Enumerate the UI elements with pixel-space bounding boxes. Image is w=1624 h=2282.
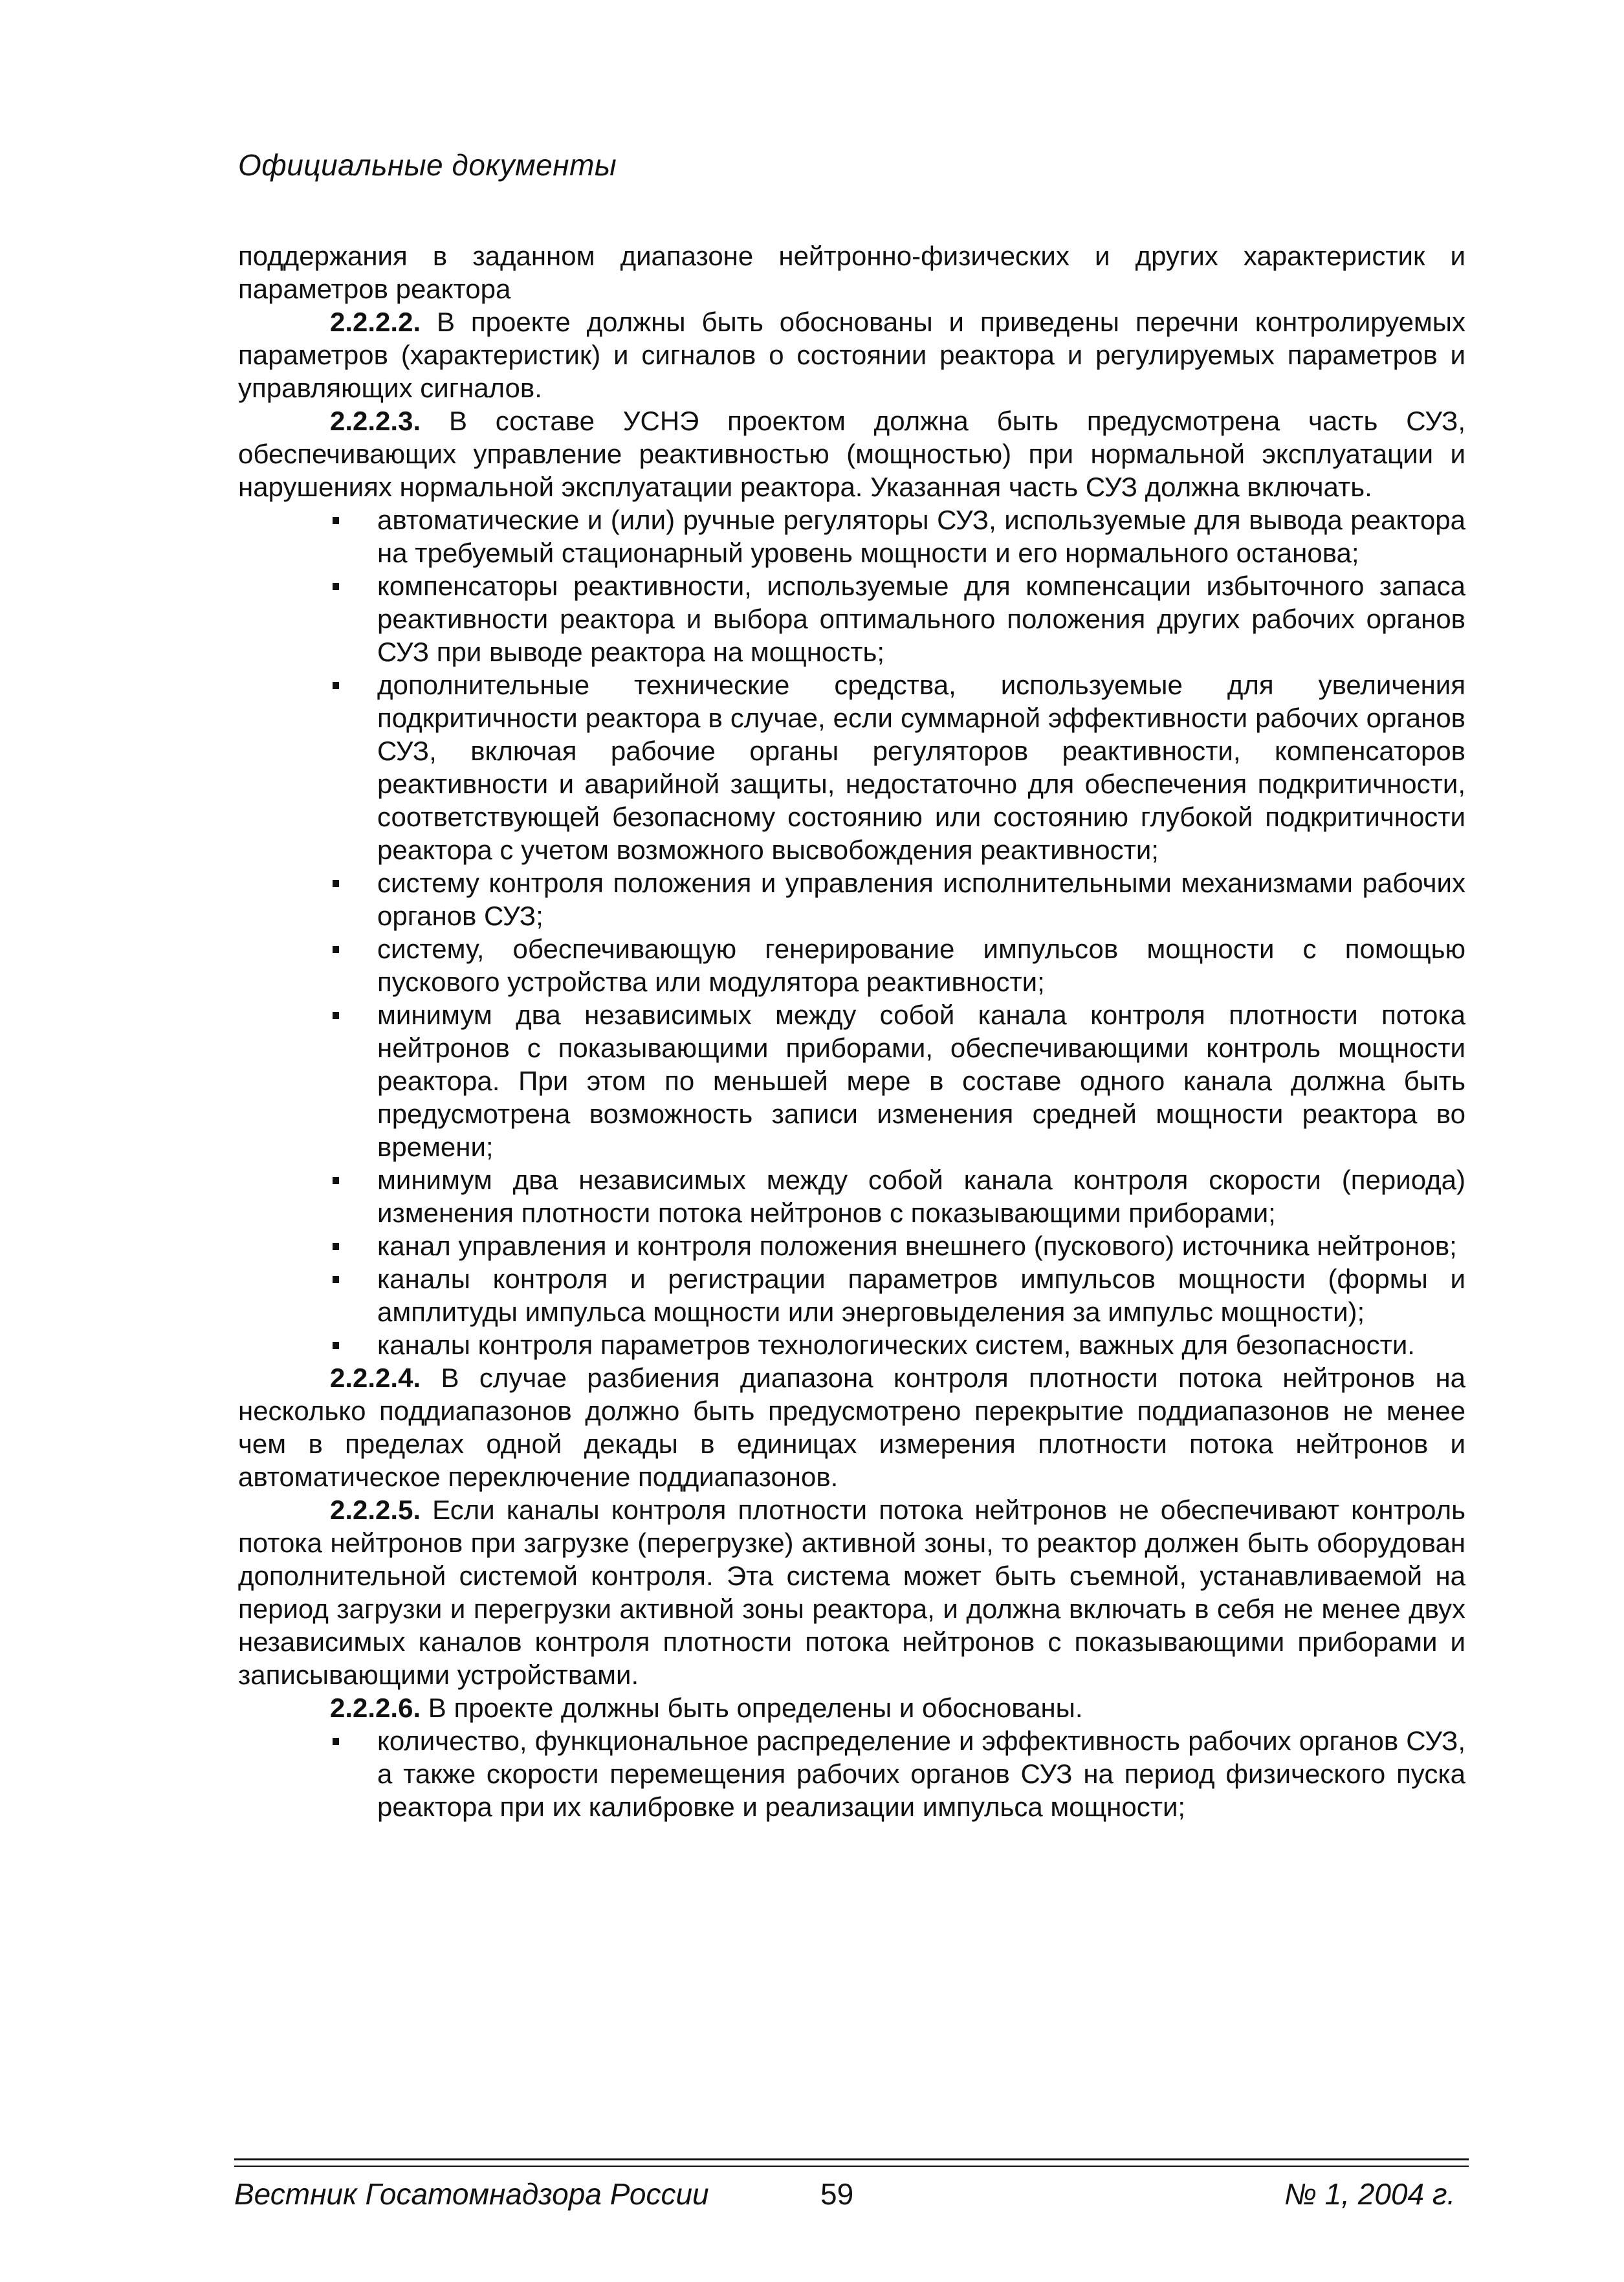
paragraph-2-2-2-5 — [238, 1493, 1465, 1691]
paragraph-2-2-2-3 — [238, 404, 1465, 503]
paragraph-continued: поддержания в заданном диапазоне нейтронно-физических и других характеристик и параметров реактора — [238, 241, 1465, 304]
paragraph-2-2-2-2 — [238, 305, 1465, 404]
clause-text: В случае разбиения диапазона контроля плотности потока нейтронов на несколько поддиапазонов должно быть предусмотрено перекрытие поддиапазонов не менее чем в пределах одной декады в единицах измерения плотности потока нейтронов и автоматическое переключение поддиапазонов. — [238, 1363, 1465, 1492]
list-item: систему, обеспечивающую генерирование импульсов мощности с помощью пускового устройства или модулятора реактивности; — [377, 934, 1465, 997]
clause-number: 2.2.2.2. — [330, 307, 421, 337]
page-header-title: Официальные документы — [238, 148, 617, 182]
list-item: минимум два независимых между собой канала контроля плотности потока нейтронов с показывающими приборами, обеспечивающими контроль мощности реактора. При этом по меньшей мере в составе одного канала должна быть предусмотрена возможность записи изменения средней мощности реактора во времени; — [377, 1000, 1465, 1162]
document-body — [238, 239, 1465, 1823]
list-item: систему контроля положения и управления исполнительными механизмами рабочих органов СУЗ; — [377, 868, 1465, 931]
clause-number: 2.2.2.4. — [330, 1363, 421, 1393]
bullet-list-project-requirements — [238, 1724, 1465, 1823]
bullet-list-suz-components — [238, 503, 1465, 1361]
footer-issue: № 1, 2004 г. — [1284, 2177, 1456, 2211]
footer-rule-thin — [234, 2166, 1469, 2167]
footer-rule-thick — [234, 2158, 1469, 2160]
clause-text: В составе УСНЭ проектом должна быть предусмотрена часть СУЗ, обеспечивающих управление реактивностью (мощностью) при нормальной эксплуатации и нарушениях нормальной эксплуатации реактора. Указанная часть СУЗ должна включать. — [238, 406, 1465, 502]
list-item: дополнительные технические средства, используемые для увеличения подкритичности реактора в случае, если суммарной эффективности рабочих органов СУЗ, включая рабочие органы регуляторов реактивности, компенсаторов реактивности и аварийной защиты, недостаточно для обеспечения подкритичности, соответствующей безопасному состоянию или состоянию глубокой подкритичности реактора с учетом возможного высвобождения реактивности; — [377, 670, 1465, 865]
footer-journal-name: Вестник Госатомнадзора России — [234, 2177, 709, 2211]
list-item: компенсаторы реактивности, используемые для компенсации избыточного запаса реактивности реактора и выбора оптимального положения других рабочих органов СУЗ при выводе реактора на мощность; — [377, 571, 1465, 667]
list-item: количество, функциональное распределение и эффективность рабочих органов СУЗ, а также скорости перемещения рабочих органов СУЗ на период физического пуска реактора при их калибровке и реализации импульса мощности; — [377, 1726, 1465, 1822]
list-item: канал управления и контроля положения внешнего (пускового) источника нейтронов; — [377, 1229, 1465, 1262]
paragraph-2-2-2-4 — [238, 1361, 1465, 1493]
clause-text: В проекте должны быть обоснованы и приведены перечни контролируемых параметров (характеристик) и сигналов о состоянии реактора и регулируемых параметров и управляющих сигналов. — [238, 307, 1465, 403]
list-item: минимум два независимых между собой канала контроля скорости (периода) изменения плотности потока нейтронов с показывающими приборами; — [377, 1165, 1465, 1228]
clause-number: 2.2.2.6. — [330, 1693, 421, 1723]
list-item: каналы контроля и регистрации параметров импульсов мощности (формы и амплитуды импульса мощности или энерговыделения за импульс мощности); — [377, 1264, 1465, 1327]
clause-number: 2.2.2.5. — [330, 1495, 421, 1525]
clause-number: 2.2.2.3. — [330, 406, 421, 436]
list-item: каналы контроля параметров технологических систем, важных для безопасности. — [377, 1328, 1465, 1361]
paragraph-2-2-2-6 — [238, 1691, 1465, 1724]
list-item: автоматические и (или) ручные регуляторы СУЗ, используемые для вывода реактора на требуемый стационарный уровень мощности и его нормального останова; — [377, 505, 1465, 568]
clause-text: Если каналы контроля плотности потока нейтронов не обеспечивают контроль потока нейтронов при загрузке (перегрузке) активной зоны, то реактор должен быть оборудован дополнительной системой контроля. Эта система может быть съемной, устанавливаемой на период загрузки и перегрузки активной зоны реактора, и должна включать в себя не менее двух независимых каналов контроля плотности потока нейтронов с показывающими приборами и записывающими устройствами. — [238, 1495, 1465, 1690]
clause-text: В проекте должны быть определены и обоснованы. — [421, 1693, 1083, 1723]
footer-page-number: 59 — [820, 2177, 854, 2211]
